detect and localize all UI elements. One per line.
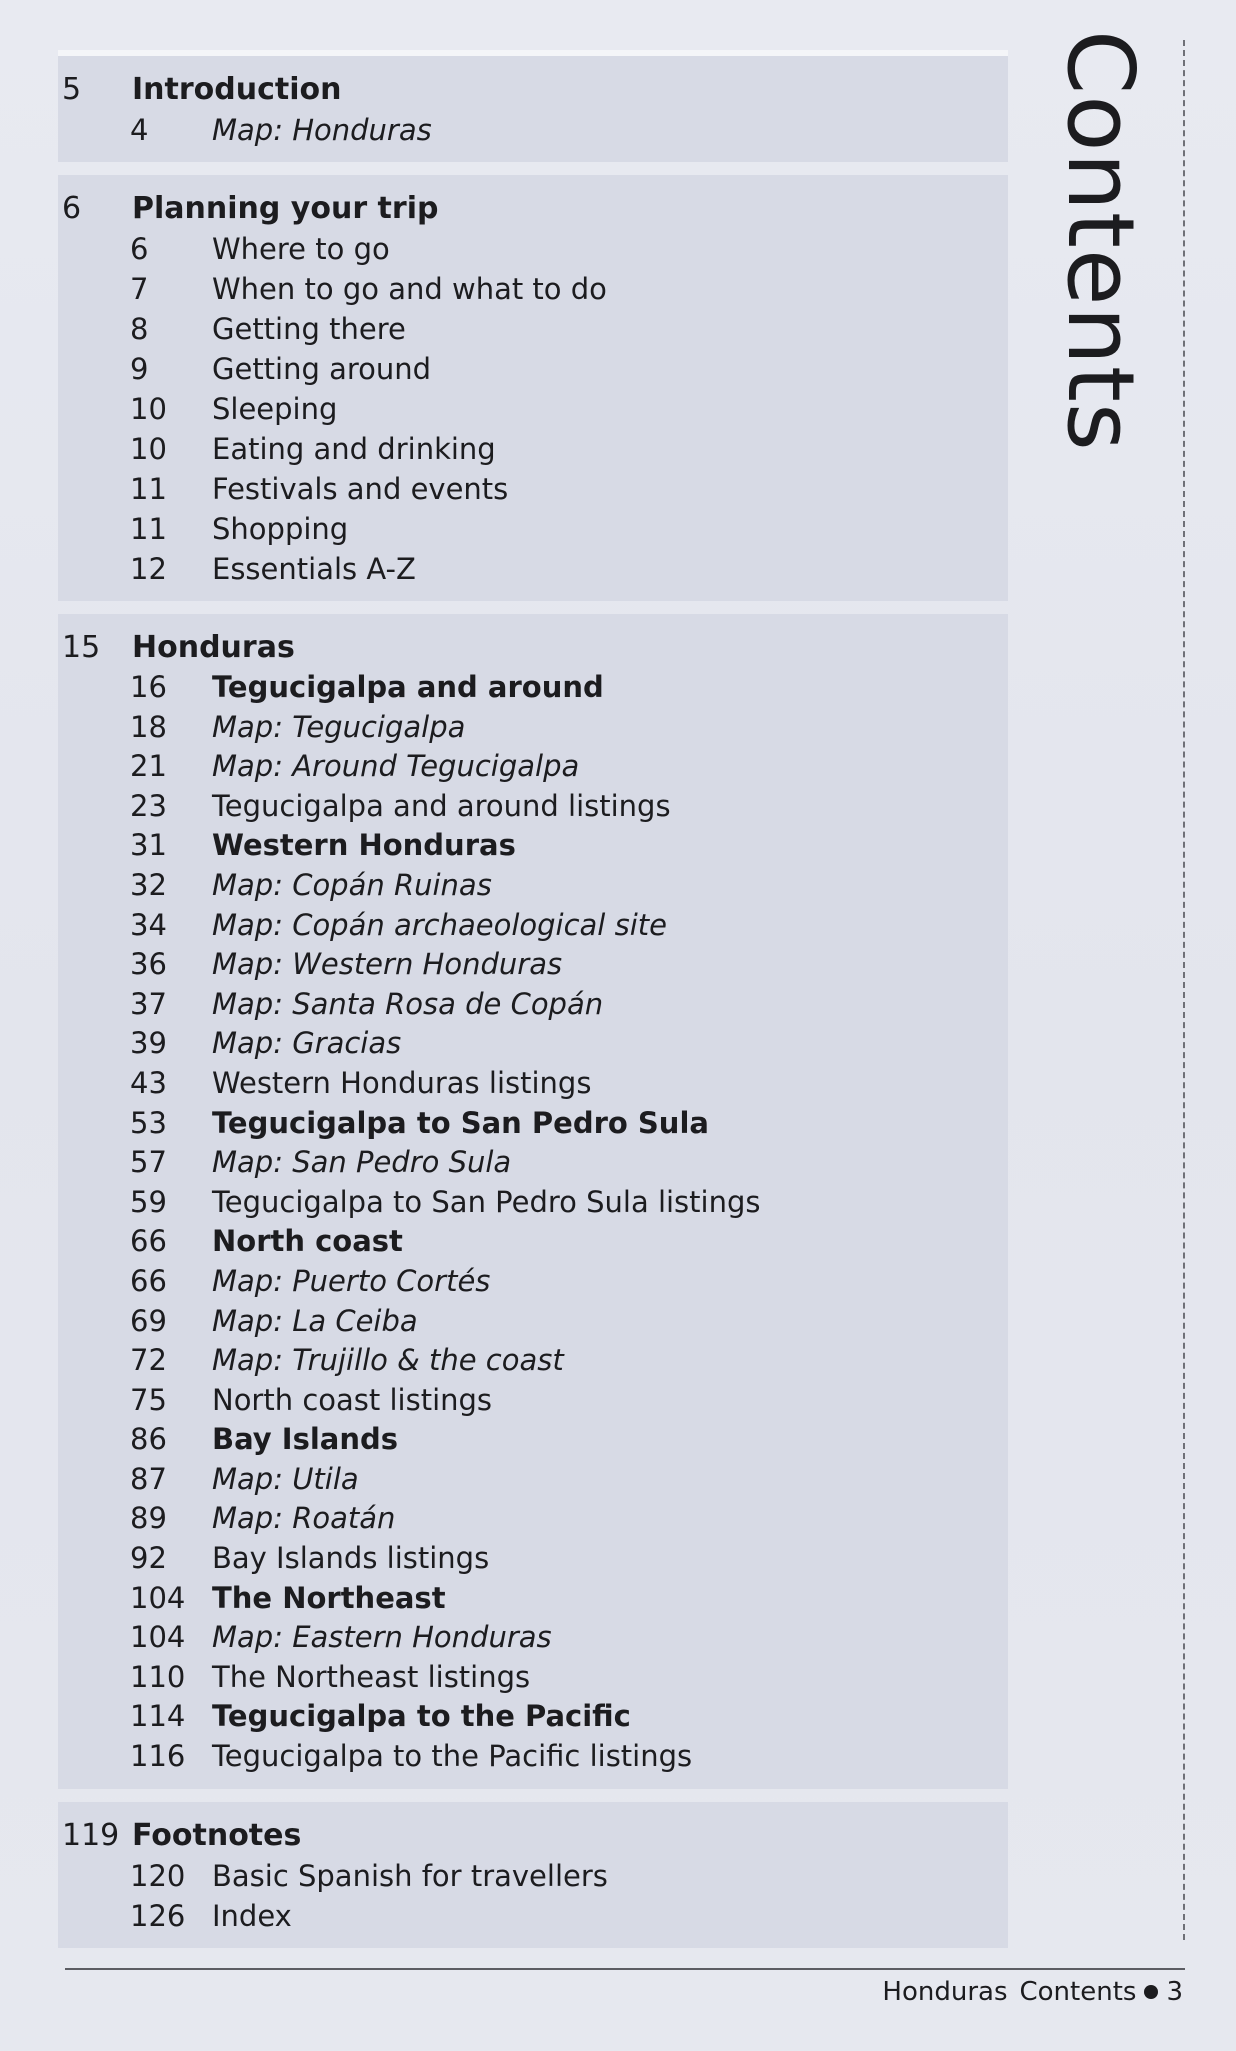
entry-page-number: 7 (130, 272, 149, 306)
entry-page-number: 126 (130, 1898, 186, 1933)
footer-page-number: 3 (1166, 1977, 1183, 2007)
entry-page-number: 31 (130, 828, 167, 863)
entry-label: Index (212, 1898, 292, 1933)
entry-page-number: 104 (130, 1620, 186, 1655)
entry-page-number: 120 (130, 1858, 186, 1893)
toc-entry[interactable] (58, 1024, 1008, 1064)
footer-rule (65, 1968, 1185, 1970)
toc-entry[interactable] (58, 787, 1008, 827)
side-dashed-rule (1183, 40, 1185, 1940)
toc-entry[interactable] (58, 945, 1008, 985)
section-page-number: 6 (62, 191, 82, 226)
entry-label: Where to go (212, 232, 390, 266)
entry-label: Map: La Ceiba (212, 1303, 418, 1338)
entry-label: Map: Honduras (212, 113, 432, 147)
toc-entry[interactable] (58, 1143, 1008, 1183)
entry-page-number: 57 (130, 1145, 167, 1180)
entry-label: Getting there (212, 312, 406, 346)
entry-page-number: 110 (130, 1659, 186, 1694)
toc-entry[interactable] (58, 668, 1008, 708)
entry-label: Tegucigalpa to the Pacific listings (212, 1739, 693, 1774)
toc-entry[interactable] (58, 1658, 1008, 1698)
toc-entry[interactable] (58, 1579, 1008, 1619)
toc-entry[interactable] (58, 747, 1008, 787)
toc-entry[interactable] (58, 1460, 1008, 1500)
entry-label: Western Honduras listings (212, 1065, 592, 1100)
entry-page-number: 69 (130, 1303, 167, 1338)
toc-entry[interactable] (58, 469, 1008, 509)
toc-entry[interactable] (58, 349, 1008, 389)
entry-label: Map: Gracias (212, 1026, 402, 1061)
entry-label: Shopping (212, 512, 349, 546)
section-title: Planning your trip (132, 191, 439, 226)
section-page-number: 5 (62, 72, 82, 107)
toc-entry[interactable] (58, 906, 1008, 946)
entry-page-number: 114 (130, 1699, 186, 1734)
toc-entry[interactable] (58, 866, 1008, 906)
entry-page-number: 39 (130, 1026, 167, 1061)
toc-entry[interactable] (58, 1539, 1008, 1579)
entry-page-number: 59 (130, 1184, 167, 1219)
toc-entry[interactable] (58, 1341, 1008, 1381)
entry-page-number: 53 (130, 1105, 167, 1140)
toc-entry[interactable] (58, 985, 1008, 1025)
toc-section-planning (58, 175, 1008, 601)
entry-label: Tegucigalpa to San Pedro Sula (212, 1105, 709, 1140)
side-title-contents: Contents (1047, 30, 1154, 452)
toc-entry[interactable] (58, 269, 1008, 309)
entry-label: North coast (212, 1224, 403, 1259)
bullet-icon (1144, 1985, 1158, 1999)
entry-page-number: 21 (130, 749, 167, 784)
entry-label: Getting around (212, 352, 432, 386)
section-title: Footnotes (132, 1817, 302, 1853)
entry-label: The Northeast (212, 1580, 446, 1615)
entry-page-number: 18 (130, 709, 167, 744)
entry-page-number: 43 (130, 1065, 167, 1100)
table-of-contents (58, 50, 1008, 1961)
toc-entry[interactable] (58, 1618, 1008, 1658)
entry-page-number: 104 (130, 1580, 186, 1615)
toc-entry[interactable] (58, 1420, 1008, 1460)
entry-label: Basic Spanish for travellers (212, 1858, 608, 1893)
entry-page-number: 92 (130, 1541, 167, 1576)
toc-entry[interactable] (58, 389, 1008, 429)
entry-page-number: 66 (130, 1263, 167, 1298)
toc-section-introduction (58, 50, 1008, 162)
entry-page-number: 116 (130, 1739, 186, 1774)
entry-page-number: 72 (130, 1343, 167, 1378)
entry-label: Map: Santa Rosa de Copán (212, 986, 604, 1021)
footer-section-name: Contents (1019, 1977, 1137, 2007)
toc-entry[interactable] (58, 1896, 1008, 1936)
section-heading[interactable] (58, 1816, 1008, 1856)
toc-entry[interactable] (58, 708, 1008, 748)
entry-label: Essentials A-Z (212, 552, 416, 586)
entry-page-number: 10 (130, 392, 167, 426)
toc-entry[interactable] (58, 1104, 1008, 1144)
toc-entry[interactable] (58, 110, 1008, 150)
entry-page-number: 4 (130, 113, 149, 147)
entry-page-number: 66 (130, 1224, 167, 1259)
entry-page-number: 89 (130, 1501, 167, 1536)
entry-label: Map: Eastern Honduras (212, 1620, 552, 1655)
section-page-number: 15 (62, 630, 101, 665)
entry-label: Festivals and events (212, 472, 509, 506)
entry-page-number: 23 (130, 788, 167, 823)
footer-book-title: Honduras (882, 1977, 1008, 2007)
entry-label: Map: Around Tegucigalpa (212, 749, 580, 784)
entry-page-number: 12 (130, 552, 167, 586)
section-heading[interactable] (58, 70, 1008, 110)
entry-page-number: 36 (130, 947, 167, 982)
section-page-number: 119 (62, 1817, 120, 1853)
toc-section-footnotes (58, 1802, 1008, 1948)
toc-entry[interactable] (58, 1064, 1008, 1104)
entry-label: Western Honduras (212, 828, 516, 863)
entry-page-number: 8 (130, 312, 149, 346)
entry-page-number: 10 (130, 432, 167, 466)
entry-label: Map: Trujillo & the coast (212, 1343, 564, 1378)
entry-label: Map: Puerto Cortés (212, 1263, 491, 1298)
toc-entry[interactable] (58, 509, 1008, 549)
entry-label: Bay Islands listings (212, 1541, 490, 1576)
entry-label: Map: Western Honduras (212, 947, 563, 982)
toc-entry[interactable] (58, 309, 1008, 349)
entry-page-number: 32 (130, 867, 167, 902)
toc-entry[interactable] (58, 826, 1008, 866)
toc-entry[interactable] (58, 429, 1008, 469)
entry-label: North coast listings (212, 1382, 493, 1417)
page-footer (882, 1972, 1183, 2012)
section-heading[interactable] (58, 189, 1008, 229)
entry-label: Map: Utila (212, 1461, 359, 1496)
entry-label: Eating and drinking (212, 432, 496, 466)
entry-page-number: 9 (130, 352, 149, 386)
toc-entry[interactable] (58, 1737, 1008, 1777)
entry-page-number: 75 (130, 1382, 167, 1417)
entry-page-number: 11 (130, 472, 167, 506)
entry-label: Map: Copán Ruinas (212, 867, 492, 902)
entry-label: Tegucigalpa to the Pacific (212, 1699, 631, 1734)
entry-page-number: 16 (130, 670, 167, 704)
toc-entry[interactable] (58, 1499, 1008, 1539)
section-title: Honduras (132, 630, 295, 665)
entry-label: The Northeast listings (212, 1659, 531, 1694)
toc-entry[interactable] (58, 1381, 1008, 1421)
toc-entry[interactable] (58, 1183, 1008, 1223)
toc-entry[interactable] (58, 549, 1008, 589)
entry-label: Tegucigalpa and around listings (212, 788, 671, 823)
entry-label: Map: Roatán (212, 1501, 396, 1536)
entry-page-number: 6 (130, 232, 149, 266)
toc-entry[interactable] (58, 1697, 1008, 1737)
entry-label: Tegucigalpa to San Pedro Sula listings (212, 1184, 761, 1219)
toc-entry[interactable] (58, 1222, 1008, 1262)
entry-label: Sleeping (212, 392, 338, 426)
section-heading[interactable] (58, 628, 1008, 668)
toc-entry[interactable] (58, 1262, 1008, 1302)
toc-section-honduras (58, 614, 1008, 1789)
entry-page-number: 34 (130, 907, 167, 942)
entry-page-number: 11 (130, 512, 167, 546)
entry-label: Tegucigalpa and around (212, 670, 604, 704)
toc-entry[interactable] (58, 1302, 1008, 1342)
entry-label: Bay Islands (212, 1422, 399, 1457)
entry-label: Map: Tegucigalpa (212, 709, 466, 744)
entry-label: When to go and what to do (212, 272, 607, 306)
entry-label: Map: San Pedro Sula (212, 1145, 512, 1180)
entry-page-number: 37 (130, 986, 167, 1021)
toc-entry[interactable] (58, 229, 1008, 269)
entry-page-number: 86 (130, 1422, 167, 1457)
toc-entry[interactable] (58, 1856, 1008, 1896)
entry-page-number: 87 (130, 1461, 167, 1496)
section-title: Introduction (132, 72, 342, 107)
entry-label: Map: Copán archaeological site (212, 907, 667, 942)
